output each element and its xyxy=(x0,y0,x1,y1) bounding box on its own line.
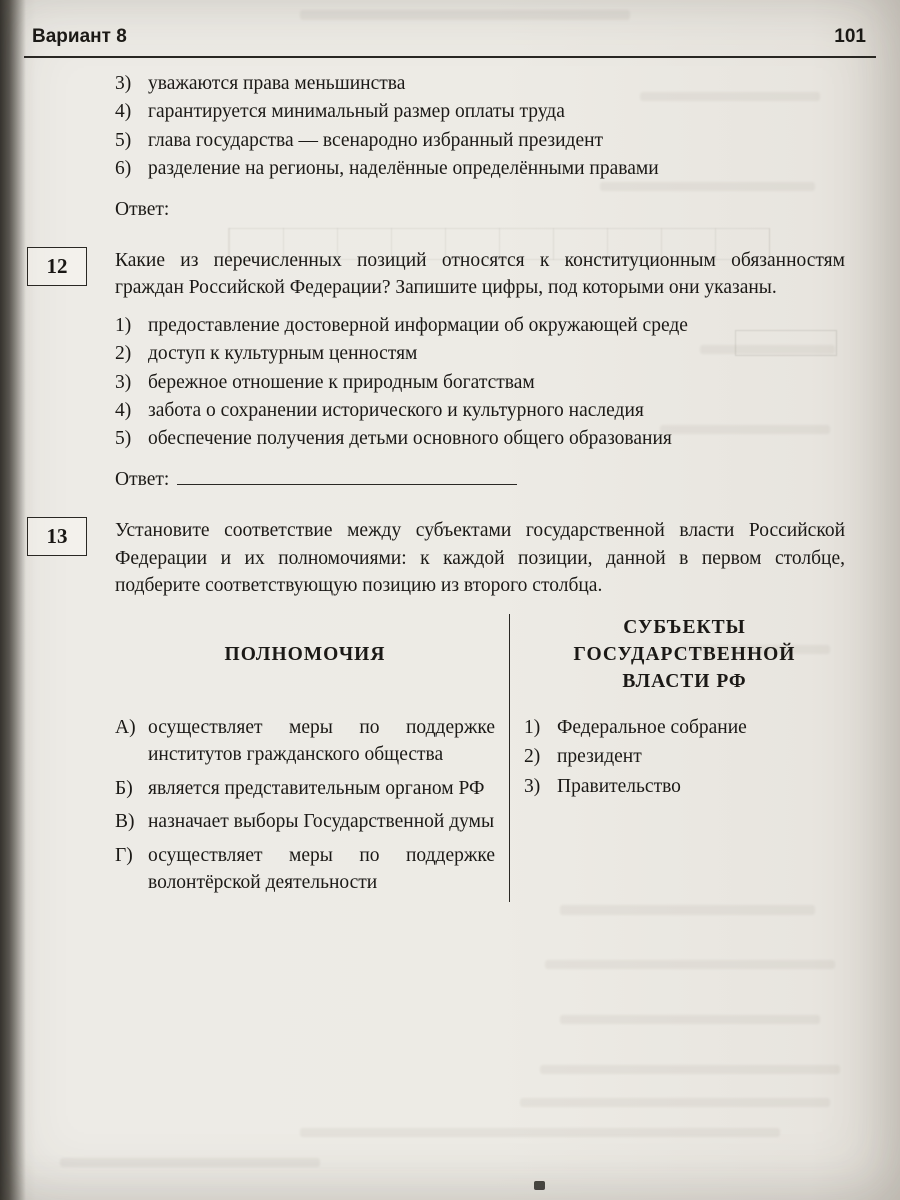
item-text: забота о сохранении исторического и культурного наследия xyxy=(148,400,644,422)
item-text: бережное отношение к природным богатствам xyxy=(148,371,535,393)
item-text: назначает выборы Государственной думы xyxy=(148,811,495,833)
list-item xyxy=(115,808,495,835)
item-number: 1) xyxy=(115,314,132,336)
item-letter: Б) xyxy=(115,777,133,799)
question-number: 13 xyxy=(46,524,68,549)
answer-blank-line xyxy=(177,469,517,485)
column-polномочия xyxy=(115,614,509,903)
item-text: президент xyxy=(557,746,642,768)
list-item xyxy=(524,714,845,741)
list-item xyxy=(115,775,495,802)
item-number: 3) xyxy=(524,775,541,797)
item-number: 3) xyxy=(115,371,132,393)
item-number: 4) xyxy=(115,400,132,422)
item-letter: А) xyxy=(115,716,136,738)
right-column-header xyxy=(524,614,845,696)
bleedthrough-artifact xyxy=(300,10,630,20)
item-text: уважаются права меньшинства xyxy=(148,73,406,94)
question-number-box xyxy=(27,517,87,556)
page-header xyxy=(32,26,866,48)
item-text: предоставление достоверной информации об окружающей среде xyxy=(148,314,688,336)
question-13 xyxy=(46,517,845,902)
item-number: 3) xyxy=(115,73,132,94)
matching-table xyxy=(115,614,845,903)
right-header-line: СУБЪЕКТЫ xyxy=(623,616,746,638)
item-letter: Г) xyxy=(115,844,133,866)
list-item xyxy=(115,397,845,424)
item-text: разделение на регионы, наделённые определёнными правами xyxy=(148,158,659,180)
list-item xyxy=(115,155,845,182)
item-text: глава государства — всенародно избранный президент xyxy=(148,129,604,151)
answer-row xyxy=(115,196,845,223)
question-number-box xyxy=(27,247,87,286)
item-text: Правительство xyxy=(557,775,681,797)
list-item xyxy=(115,127,845,154)
question-number: 12 xyxy=(46,253,68,278)
item-number: 1) xyxy=(524,716,541,738)
column-субъекты xyxy=(510,614,845,903)
item-text: осуществляет меры по поддержке институтов гражданского общества xyxy=(148,716,495,766)
question-12 xyxy=(46,247,845,493)
list-item xyxy=(524,773,845,800)
list-item xyxy=(115,98,845,125)
item-text: Федеральное собрание xyxy=(557,716,747,738)
item-text: обеспечение получения детьми основного общего образования xyxy=(148,428,672,450)
previous-question-options xyxy=(115,70,845,223)
list-item xyxy=(115,312,845,339)
bleedthrough-artifact xyxy=(520,1098,830,1107)
right-header-line: ВЛАСТИ РФ xyxy=(622,671,747,693)
item-text: осуществляет меры по поддержке волонтёрской деятельности xyxy=(148,844,495,893)
question-options xyxy=(115,312,845,453)
bleedthrough-artifact xyxy=(560,905,815,915)
question-prompt: Какие из перечисленных позиций относятся к конституционным обязанностям граждан Российской Федерации? Запишите цифры, под которыми они указаны. xyxy=(115,250,845,299)
item-text: гарантируется минимальный размер оплаты труда xyxy=(148,101,565,123)
item-number: 5) xyxy=(115,428,132,450)
list-item xyxy=(115,714,495,769)
item-number: 6) xyxy=(115,158,132,180)
answer-row xyxy=(115,466,845,493)
right-header-line: ГОСУДАРСТВЕННОЙ xyxy=(573,643,796,665)
page-content xyxy=(46,70,845,902)
scan-artifact-mark xyxy=(534,1181,545,1190)
item-text: является представительным органом РФ xyxy=(148,777,485,799)
bleedthrough-artifact xyxy=(560,1015,820,1024)
bleedthrough-artifact xyxy=(545,960,835,969)
question-prompt: Установите соответствие между субъектами государственной власти Российской Федерации и их полномочиями: к каждой позиции, данной в первом столбце, подберите соответствующую позицию из второго столбца. xyxy=(115,520,845,597)
list-item xyxy=(115,70,845,97)
variant-label: Вариант 8 xyxy=(32,26,127,47)
header-rule xyxy=(24,56,876,58)
answer-label: Ответ: xyxy=(115,468,170,490)
list-item xyxy=(115,340,845,367)
item-text: доступ к культурным ценностям xyxy=(148,343,418,365)
bleedthrough-artifact xyxy=(300,1128,780,1137)
item-number: 5) xyxy=(115,129,132,151)
book-binding-shadow xyxy=(0,0,26,1200)
list-item xyxy=(115,425,845,452)
bleedthrough-artifact xyxy=(540,1065,840,1074)
list-item xyxy=(115,369,845,396)
list-item xyxy=(524,743,845,770)
item-number: 2) xyxy=(524,746,541,768)
item-number: 2) xyxy=(115,343,132,365)
page-number: 101 xyxy=(834,26,866,47)
answer-label: Ответ: xyxy=(115,198,170,220)
item-number: 4) xyxy=(115,101,132,123)
item-letter: В) xyxy=(115,811,135,833)
list-item xyxy=(115,842,495,897)
bleedthrough-artifact xyxy=(60,1158,320,1167)
left-column-header: ПОЛНОМОЧИЯ xyxy=(224,643,386,665)
